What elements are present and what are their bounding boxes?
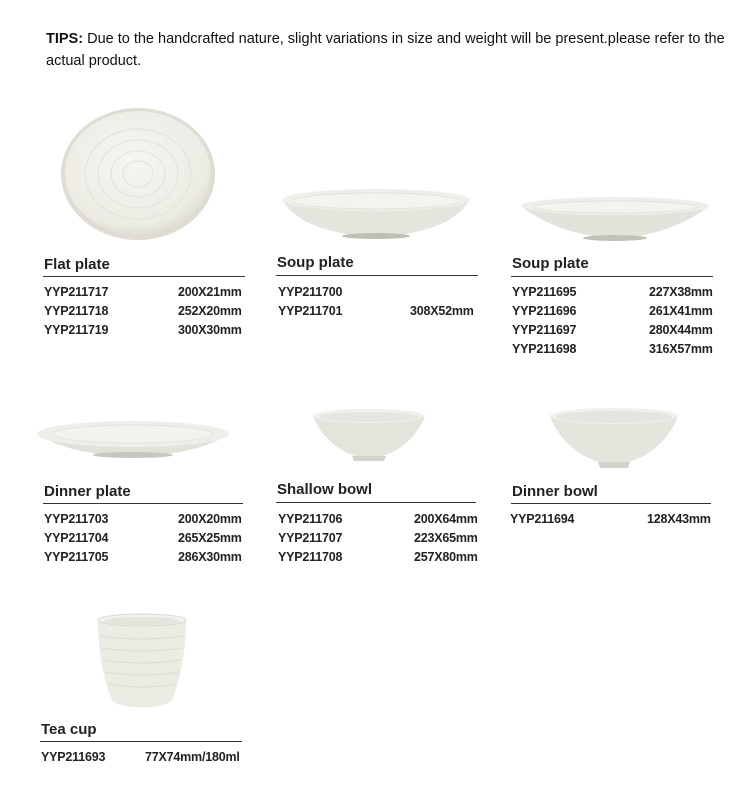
list-item xyxy=(44,550,242,564)
list-item xyxy=(44,531,242,545)
dinner-plate-image xyxy=(35,418,231,460)
product-code: YYP211707 xyxy=(278,531,343,545)
list-item xyxy=(278,304,474,318)
product-size: 257X80mm xyxy=(414,550,478,564)
product-size: 286X30mm xyxy=(178,550,242,564)
shallow-bowl-image xyxy=(310,406,428,462)
flat-plate-image xyxy=(58,104,218,244)
product-size: 308X52mm xyxy=(410,304,474,318)
list-item xyxy=(278,550,478,564)
product-title: Flat plate xyxy=(44,256,110,273)
product-size: 261X41mm xyxy=(649,304,713,318)
list-item xyxy=(44,323,242,337)
product-title: Shallow bowl xyxy=(277,481,373,498)
product-code: YYP211704 xyxy=(44,531,109,545)
product-size: 223X65mm xyxy=(414,531,478,545)
product-code: YYP211705 xyxy=(44,550,109,564)
list-item xyxy=(512,304,713,318)
tea-cup-image xyxy=(94,612,190,712)
dinner-bowl-image xyxy=(546,406,682,470)
title-divider xyxy=(276,275,478,276)
product-code: YYP211703 xyxy=(44,512,109,526)
product-size: 77X74mm/180ml xyxy=(145,750,240,764)
list-item xyxy=(512,285,713,299)
tips-label: TIPS: xyxy=(46,31,84,47)
list-item xyxy=(44,512,242,526)
product-size: 227X38mm xyxy=(649,285,713,299)
title-divider xyxy=(511,276,713,277)
product-size: 316X57mm xyxy=(649,342,713,356)
product-code: YYP211695 xyxy=(512,285,577,299)
product-code: YYP211708 xyxy=(278,550,343,564)
product-code: YYP211706 xyxy=(278,512,343,526)
soup-plate-image xyxy=(278,186,474,240)
tips-note xyxy=(46,28,736,72)
product-title: Soup plate xyxy=(277,254,354,271)
product-code: YYP211719 xyxy=(44,323,109,337)
product-size: 265X25mm xyxy=(178,531,242,545)
product-size: 200X64mm xyxy=(414,512,478,526)
list-item xyxy=(512,323,713,337)
title-divider xyxy=(43,503,243,504)
product-code: YYP211718 xyxy=(44,304,109,318)
list-item xyxy=(44,285,242,299)
product-title: Dinner plate xyxy=(44,483,131,500)
list-item xyxy=(41,750,240,764)
product-title: Dinner bowl xyxy=(512,483,598,500)
list-item xyxy=(278,285,342,299)
product-code: YYP211694 xyxy=(510,512,575,526)
product-title: Soup plate xyxy=(512,255,589,272)
list-item xyxy=(278,531,478,545)
product-size: 200X20mm xyxy=(178,512,242,526)
title-divider xyxy=(276,502,476,503)
product-code: YYP211693 xyxy=(41,750,106,764)
product-title: Tea cup xyxy=(41,721,97,738)
wide-soup-plate-image xyxy=(518,194,712,242)
product-code: YYP211701 xyxy=(278,304,343,318)
product-code: YYP211697 xyxy=(512,323,577,337)
product-size: 280X44mm xyxy=(649,323,713,337)
product-code: YYP211696 xyxy=(512,304,577,318)
product-size: 300X30mm xyxy=(178,323,242,337)
title-divider xyxy=(40,741,242,742)
product-size: 200X21mm xyxy=(178,285,242,299)
list-item xyxy=(278,512,478,526)
product-code: YYP211700 xyxy=(278,285,343,299)
product-size: 128X43mm xyxy=(647,512,711,526)
list-item xyxy=(510,512,711,526)
title-divider xyxy=(511,503,711,504)
list-item xyxy=(44,304,242,318)
product-size: 252X20mm xyxy=(178,304,242,318)
title-divider xyxy=(43,276,245,277)
product-code: YYP211698 xyxy=(512,342,577,356)
product-code: YYP211717 xyxy=(44,285,109,299)
tips-text: Due to the handcrafted nature, slight variations in size and weight will be present.please refer to the actual product. xyxy=(46,31,725,69)
list-item xyxy=(512,342,713,356)
